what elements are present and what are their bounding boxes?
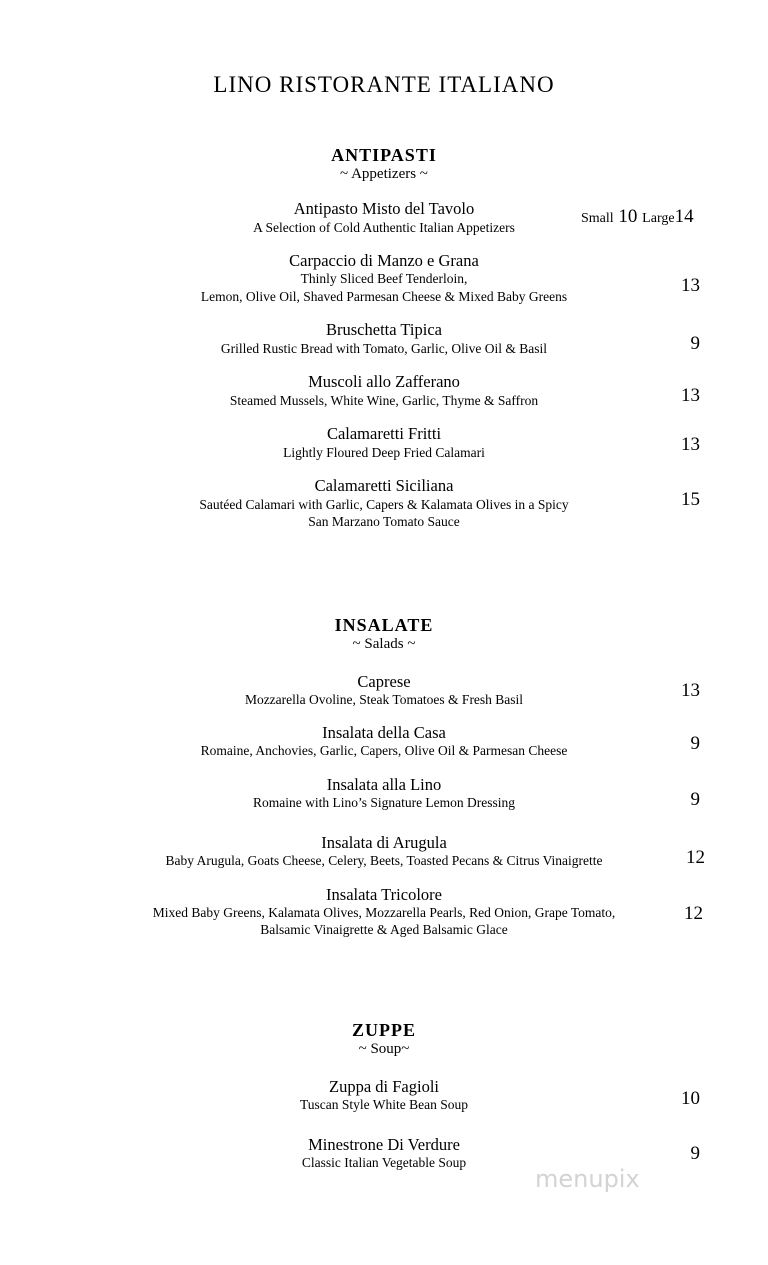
section-subtitle: ~ Salads ~ <box>352 636 416 652</box>
section-title: INSALATE <box>334 615 434 635</box>
item-name: Insalata alla Lino <box>326 775 442 794</box>
page-title: LINO RISTORANTE ITALIANO <box>213 72 555 97</box>
item-name: Carpaccio di Manzo e Grana <box>289 251 479 270</box>
item-description: Thinly Sliced Beef Tenderloin, <box>300 271 468 286</box>
item-price: 9 <box>690 333 700 354</box>
item-price: 9 <box>690 1143 700 1164</box>
section-zuppe <box>0 1020 768 1058</box>
section-title: ZUPPE <box>351 1020 416 1040</box>
item-description: Tuscan Style White Bean Soup <box>300 1097 468 1112</box>
item-name: Calamaretti Fritti <box>326 424 442 443</box>
item-name: Caprese <box>357 672 411 691</box>
item-price: 13 <box>681 275 700 296</box>
item-description: Sautéed Calamari with Garlic, Capers & Kalamata Olives in a Spicy <box>199 497 569 512</box>
item-price: 13 <box>681 680 700 701</box>
price-large-label: Large <box>642 211 675 226</box>
item-description: A Selection of Cold Authentic Italian Appetizers <box>253 220 515 235</box>
item-description: Mixed Baby Greens, Kalamata Olives, Mozzarella Pearls, Red Onion, Grape Tomato, <box>152 905 616 920</box>
item-description: Steamed Mussels, White Wine, Garlic, Thyme & Saffron <box>229 393 539 408</box>
section-insalate <box>0 615 768 653</box>
item-description: Classic Italian Vegetable Soup <box>301 1155 467 1170</box>
item-name: Minestrone Di Verdure <box>308 1135 460 1154</box>
item-name: Insalata Tricolore <box>326 885 442 904</box>
item-price <box>581 206 694 228</box>
item-name: Zuppa di Fagioli <box>329 1077 439 1096</box>
item-description: Mozzarella Ovoline, Steak Tomatoes & Fresh Basil <box>244 692 524 707</box>
item-description: Lemon, Olive Oil, Shaved Parmesan Cheese & Mixed Baby Greens <box>200 289 568 304</box>
section-subtitle: ~ Appetizers ~ <box>340 166 428 182</box>
item-description: Romaine with Lino’s Signature Lemon Dressing <box>252 795 516 810</box>
item-name: Insalata di Arugula <box>321 833 447 852</box>
item-price: 13 <box>681 434 700 455</box>
price-small: 10 <box>618 206 638 227</box>
item-name: Bruschetta Tipica <box>326 320 442 339</box>
item-description: Baby Arugula, Goats Cheese, Celery, Beets, Toasted Pecans & Citrus Vinaigrette <box>165 853 603 868</box>
item-price: 15 <box>681 489 700 510</box>
section-antipasti <box>0 145 768 183</box>
item-price: 12 <box>684 903 703 924</box>
price-small-label: Small <box>581 211 614 226</box>
item-description: Lightly Floured Deep Fried Calamari <box>283 445 485 460</box>
item-description: Grilled Rustic Bread with Tomato, Garlic, Olive Oil & Basil <box>220 341 548 356</box>
item-name: Antipasto Misto del Tavolo <box>293 199 475 218</box>
item-name: Muscoli allo Zafferano <box>308 372 460 391</box>
section-title: ANTIPASTI <box>331 145 437 165</box>
item-price: 9 <box>690 789 700 810</box>
item-name: Calamaretti Siciliana <box>314 476 454 495</box>
item-description: San Marzano Tomato Sauce <box>308 514 460 529</box>
item-price: 9 <box>690 733 700 754</box>
item-price: 12 <box>686 847 705 868</box>
watermark: menupix <box>535 1165 640 1193</box>
item-price: 10 <box>681 1088 700 1109</box>
item-description: Balsamic Vinaigrette & Aged Balsamic Glace <box>260 922 508 937</box>
price-large: 14 <box>674 206 694 227</box>
item-name: Insalata della Casa <box>322 723 446 742</box>
item-price: 13 <box>681 385 700 406</box>
section-subtitle: ~ Soup~ <box>358 1041 410 1057</box>
item-description: Romaine, Anchovies, Garlic, Capers, Olive Oil & Parmesan Cheese <box>200 743 568 758</box>
